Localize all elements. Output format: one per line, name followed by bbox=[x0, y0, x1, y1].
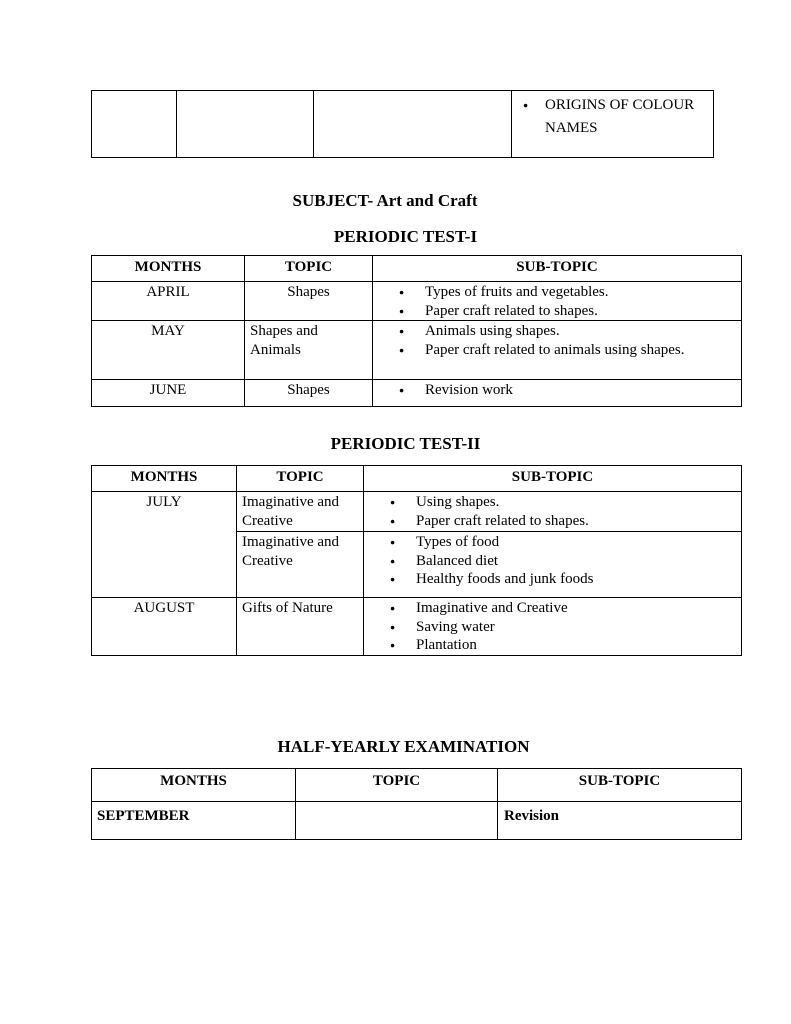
table-header-row bbox=[92, 769, 742, 802]
bullet-icon: ● bbox=[390, 621, 396, 632]
bullet-icon: ● bbox=[399, 326, 405, 336]
header-cell-months: MONTHS bbox=[92, 466, 237, 492]
table-row bbox=[92, 282, 742, 321]
topic-cell: Shapes and Animals bbox=[245, 321, 373, 380]
table-row bbox=[92, 91, 714, 158]
topic-cell: Imaginative and Creative bbox=[237, 492, 364, 532]
periodic-test-1-heading: PERIODIC TEST-I bbox=[333, 227, 478, 246]
header-cell-months: MONTHS bbox=[92, 256, 245, 282]
bullet-icon: ● bbox=[390, 603, 396, 613]
bullet-icon: ● bbox=[390, 640, 396, 650]
month-cell: MAY bbox=[92, 321, 245, 380]
intro-cell-3 bbox=[314, 91, 512, 158]
table-header-row bbox=[92, 256, 742, 282]
periodic-test-1-table bbox=[91, 255, 742, 407]
bullet-icon: ● bbox=[390, 497, 396, 507]
bullet-text: Types of food bbox=[416, 534, 500, 550]
bullet-icon: ● bbox=[390, 574, 396, 584]
month-cell: APRIL bbox=[92, 282, 245, 321]
bullet-text: Healthy foods and junk foods bbox=[416, 571, 594, 587]
bullet-text: ORIGINS OF COLOUR NAMES bbox=[545, 97, 695, 136]
subtopic-cell bbox=[364, 492, 742, 532]
bullet-icon: ● bbox=[390, 555, 396, 566]
bullet-text: Plantation bbox=[416, 637, 477, 653]
topic-cell: Gifts of Nature bbox=[237, 598, 364, 656]
bullet-item bbox=[523, 94, 707, 140]
topic-cell: Shapes bbox=[245, 282, 373, 321]
subtopic-cell bbox=[373, 380, 742, 407]
header-cell-months: MONTHS bbox=[92, 769, 296, 802]
bullet-icon: ● bbox=[523, 100, 529, 110]
header-cell-topic: TOPIC bbox=[245, 256, 373, 282]
bullet-icon: ● bbox=[390, 537, 396, 547]
subject-heading: SUBJECT- Art and Craft bbox=[292, 191, 478, 210]
bullet-item bbox=[390, 636, 737, 655]
bullet-item bbox=[390, 533, 737, 552]
bullet-item bbox=[399, 283, 737, 302]
month-cell: JULY bbox=[92, 492, 237, 598]
table-row bbox=[92, 380, 742, 407]
topic-cell: Shapes bbox=[245, 380, 373, 407]
bullet-icon: ● bbox=[399, 385, 405, 395]
table-row bbox=[92, 492, 742, 532]
intro-table bbox=[91, 90, 714, 158]
bullet-text: Saving water bbox=[416, 618, 495, 635]
half-yearly-heading: HALF-YEARLY EXAMINATION bbox=[277, 737, 530, 756]
table-row bbox=[92, 321, 742, 380]
bullet-item bbox=[390, 512, 737, 531]
header-cell-topic: TOPIC bbox=[296, 769, 498, 802]
bullet-icon: ● bbox=[399, 305, 405, 316]
topic-cell: Imaginative and Creative bbox=[237, 532, 364, 598]
periodic-test-2-table bbox=[91, 465, 742, 656]
bullet-item bbox=[390, 570, 737, 589]
bullet-text: Paper craft related to shapes. bbox=[416, 512, 589, 529]
bullet-item bbox=[390, 552, 737, 571]
bullet-icon: ● bbox=[399, 287, 405, 297]
header-cell-subtopic: SUB-TOPIC bbox=[498, 769, 742, 802]
bullet-text: Using shapes. bbox=[416, 494, 500, 510]
header-cell-topic: TOPIC bbox=[237, 466, 364, 492]
subtopic-cell: Revision bbox=[498, 802, 742, 840]
header-cell-subtopic: SUB-TOPIC bbox=[364, 466, 742, 492]
bullet-item bbox=[399, 322, 737, 341]
subtopic-cell bbox=[373, 321, 742, 380]
subtopic-cell bbox=[373, 282, 742, 321]
bullet-icon: ● bbox=[399, 344, 405, 355]
bullet-item bbox=[399, 302, 737, 321]
bullet-text: Imaginative and Creative bbox=[416, 600, 568, 616]
bullet-item bbox=[390, 618, 737, 637]
bullet-icon: ● bbox=[390, 515, 396, 526]
bullet-item bbox=[390, 599, 737, 618]
bullet-text: Revision work bbox=[425, 382, 513, 398]
bullet-text: Paper craft related to animals using shapes. bbox=[425, 341, 685, 358]
month-cell: SEPTEMBER bbox=[92, 802, 296, 840]
intro-cell-subtopic bbox=[512, 91, 714, 158]
intro-cell-1 bbox=[92, 91, 177, 158]
bullet-text: Types of fruits and vegetables. bbox=[425, 284, 609, 300]
periodic-test-2-heading: PERIODIC TEST-II bbox=[330, 434, 481, 453]
bullet-text: Paper craft related to shapes. bbox=[425, 302, 598, 319]
header-cell-subtopic: SUB-TOPIC bbox=[373, 256, 742, 282]
bullet-text: Animals using shapes. bbox=[425, 323, 560, 339]
subtopic-cell bbox=[364, 532, 742, 598]
table-row bbox=[92, 802, 742, 840]
bullet-item bbox=[390, 493, 737, 512]
month-cell: AUGUST bbox=[92, 598, 237, 656]
table-row bbox=[92, 598, 742, 656]
bullet-text: Balanced diet bbox=[416, 552, 499, 569]
month-cell: JUNE bbox=[92, 380, 245, 407]
table-header-row bbox=[92, 466, 742, 492]
bullet-item bbox=[399, 341, 737, 360]
bullet-item bbox=[399, 381, 737, 400]
half-yearly-table bbox=[91, 768, 742, 840]
topic-cell bbox=[296, 802, 498, 840]
intro-cell-2 bbox=[177, 91, 314, 158]
subtopic-cell bbox=[364, 598, 742, 656]
